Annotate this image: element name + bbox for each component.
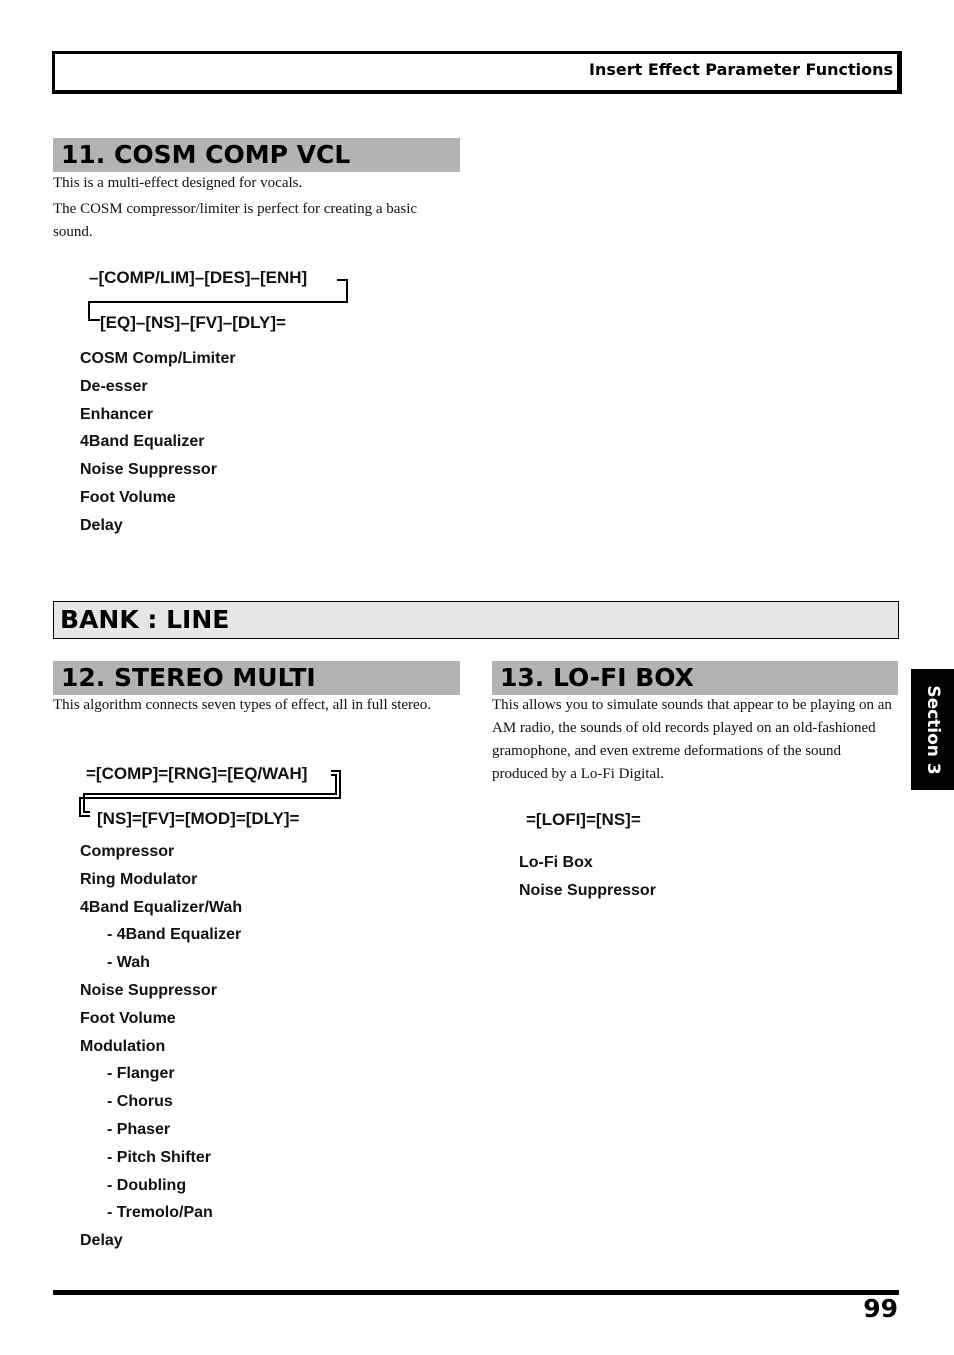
section-11-para-2: The COSM compressor/limiter is perfect for creating a basic sound.: [53, 201, 418, 240]
list-item: Compressor: [80, 843, 175, 860]
list-item: - Pitch Shifter: [107, 1148, 212, 1166]
list-item: De-esser: [80, 377, 148, 395]
list-item: - Wah: [107, 954, 150, 972]
page-number: 99: [863, 1294, 898, 1323]
section-13-list: [519, 853, 656, 909]
list-item: - Flanger: [107, 1065, 175, 1083]
section-12-title: 12. STEREO MULTI: [53, 661, 460, 695]
section-12-para-1: This algorithm connects seven types of effect, all in full stereo.: [53, 697, 431, 713]
list-item: - 4Band Equalizer: [107, 926, 242, 944]
section-13-para-1: This allows you to simulate sounds that appear to be playing on an AM radio, the sounds of old records played on an old-fashioned gramophone, and even extreme deformations of the sound produced by a Lo-Fi Digital.: [492, 697, 892, 782]
list-item: Foot Volume: [80, 488, 176, 506]
section-12-list: [80, 842, 242, 1259]
list-item: - Doubling: [107, 1176, 187, 1194]
list-item: Noise Suppressor: [80, 981, 217, 999]
list-item: 4Band Equalizer: [80, 433, 205, 451]
section-12-chain-line-1: =[COMP]=[RNG]=[EQ/WAH]: [86, 764, 308, 783]
list-item: - Phaser: [107, 1120, 171, 1138]
section-11-para-1: This is a multi-effect designed for vocals.: [53, 175, 303, 191]
section-11-title: 11. COSM COMP VCL: [53, 138, 460, 172]
list-item: Noise Suppressor: [80, 461, 217, 479]
list-item: - Chorus: [107, 1093, 173, 1111]
header-box: [52, 51, 902, 94]
list-item: Lo-Fi Box: [519, 854, 593, 871]
list-item: Delay: [80, 516, 123, 534]
section-side-tab-label: Section 3: [922, 684, 943, 775]
section-11-chain-line-2: [EQ]–[NS]–[FV]–[DLY]=: [100, 313, 286, 332]
section-side-tab: [911, 669, 954, 790]
list-item: COSM Comp/Limiter: [80, 350, 236, 367]
section-13-title: 13. LO-FI BOX: [492, 661, 898, 695]
list-item: 4Band Equalizer/Wah: [80, 898, 243, 916]
section-12-chain-line-2: [NS]=[FV]=[MOD]=[DLY]=: [97, 809, 300, 828]
list-item: Delay: [80, 1232, 123, 1250]
list-item: - Tremolo/Pan: [107, 1204, 213, 1222]
list-item: Ring Modulator: [80, 870, 198, 888]
footer-rule: [53, 1290, 899, 1295]
header-title: Insert Effect Parameter Functions: [589, 60, 893, 79]
list-item: Noise Suppressor: [519, 881, 656, 899]
section-11-chain-line-1: –[COMP/LIM]–[DES]–[ENH]: [89, 268, 308, 287]
list-item: Foot Volume: [80, 1009, 176, 1027]
bank-title: BANK : LINE: [53, 601, 899, 639]
list-item: Modulation: [80, 1037, 166, 1055]
section-11-list: [80, 349, 236, 544]
section-13-chain-line-1: =[LOFI]=[NS]=: [526, 810, 641, 829]
list-item: Enhancer: [80, 405, 153, 423]
